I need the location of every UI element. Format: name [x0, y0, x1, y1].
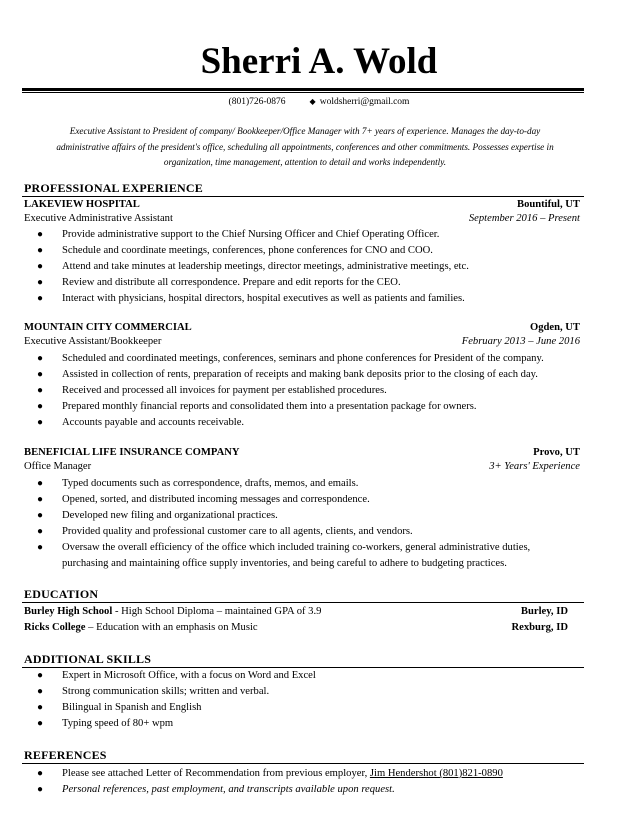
list-item: ● Accounts payable and accounts receivable.: [24, 415, 584, 431]
email-address[interactable]: woldsherri@gmail.com: [319, 97, 410, 107]
list-item: ● Oversaw the overall efficiency of the office which included training co-workers, general administrative duties,: [24, 540, 584, 556]
company-name: LAKEVIEW HOSPITAL: [24, 199, 140, 210]
skills-list: [24, 668, 584, 732]
list-item: ● Interact with physicians, hospital directors, hospital executives as well as patients and families.: [24, 291, 584, 307]
candidate-name: Sherri A. Wold: [200, 41, 438, 82]
list-item: ● Scheduled and coordinated meetings, conferences, seminars and phone conferences for President of the company.: [24, 351, 584, 367]
list-item: ● Attend and take minutes at leadership meetings, director meetings, administrative meetings, etc.: [24, 259, 584, 275]
list-item: ● Typed documents such as correspondence, drafts, memos, and emails.: [24, 476, 584, 492]
list-item: ● Personal references, past employment, and transcripts available upon request.: [24, 782, 584, 798]
school-location: Rexburg, ID: [511, 622, 568, 633]
section-divider: [22, 763, 584, 764]
bullet-icon: ●: [37, 353, 44, 364]
bullet-icon: ●: [37, 702, 44, 713]
job-role: Office Manager: [24, 461, 92, 472]
header-rule: [22, 88, 584, 91]
list-item: ● Review and distribute all correspondence. Prepare and edit reports for the CEO.: [24, 275, 584, 291]
list-item: ● Developed new filing and organizational practices.: [24, 508, 584, 524]
list-item: ● Expert in Microsoft Office, with a focus on Word and Excel: [24, 668, 584, 684]
job-bullets: [24, 476, 584, 572]
job-location: Bountiful, UT: [517, 199, 580, 210]
list-item: ● Schedule and coordinate meetings, conferences, phone conferences for CNO and COO.: [24, 243, 584, 259]
skills-heading: ADDITIONAL SKILLS: [24, 652, 152, 666]
summary-line: organization, time management, attention to detail and works independently.: [163, 157, 447, 167]
list-item: ● Please see attached Letter of Recommendation from previous employer, Jim Hendershot (801)821-0890: [24, 766, 584, 782]
bullet-icon: ●: [37, 277, 44, 288]
header-rule-thin: [22, 92, 584, 93]
diamond-bullet-icon: ◆: [309, 97, 316, 106]
summary-line: administrative affairs of the president's office, scheduling all appointments, conferences and other commitments. Possesses expertise in: [56, 141, 554, 152]
school-name: Ricks College: [24, 622, 86, 633]
job-dates: September 2016 – Present: [468, 213, 580, 224]
bullet-icon: ●: [37, 478, 44, 489]
job-bullets: [24, 227, 584, 307]
bullet-icon: ●: [37, 718, 44, 729]
list-item: ● Opened, sorted, and distributed incoming messages and correspondence.: [24, 492, 584, 508]
bullet-icon: ●: [37, 385, 44, 396]
references-heading: REFERENCES: [24, 748, 107, 762]
section-divider: [22, 196, 584, 197]
list-item: ● Received and processed all invoices for payment per established procedures.: [24, 383, 584, 399]
bullet-icon: ●: [37, 401, 44, 412]
list-item: ● Provided quality and professional customer care to all agents, clients, and vendors.: [24, 524, 584, 540]
list-item: ● Prepared monthly financial reports and consolidated them into a presentation package for owners.: [24, 399, 584, 415]
school-name: Burley High School: [24, 606, 113, 617]
list-item: ● Strong communication skills; written and verbal.: [24, 684, 584, 700]
education-heading: EDUCATION: [24, 587, 99, 601]
reference-contact-link[interactable]: Jim Hendershot (801)821-0890: [369, 768, 503, 779]
bullet-icon: ●: [37, 417, 44, 428]
section-divider: [22, 602, 584, 603]
bullet-icon: ●: [37, 229, 44, 240]
list-item: ● Typing speed of 80+ wpm: [24, 716, 584, 732]
bullet-icon: ●: [37, 245, 44, 256]
bullet-icon: ●: [37, 369, 44, 380]
references-list: [24, 766, 584, 798]
education-detail: - High School Diploma – maintained GPA of 3.9: [112, 606, 322, 617]
bullet-icon: ●: [37, 686, 44, 697]
company-name: BENEFICIAL LIFE INSURANCE COMPANY: [24, 447, 240, 458]
bullet-icon: ●: [37, 670, 44, 681]
bullet-icon: ●: [37, 510, 44, 521]
contact-line: [0, 96, 638, 108]
phone-number: (801)726-0876: [228, 97, 286, 107]
job-role: Executive Administrative Assistant: [24, 213, 173, 224]
job-dates: February 2013 – June 2016: [461, 336, 580, 347]
bullet-icon: ●: [37, 261, 44, 272]
bullet-icon: ●: [37, 293, 44, 304]
job-bullets: [24, 351, 584, 431]
job-location: Ogden, UT: [529, 322, 580, 333]
experience-heading: PROFESSIONAL EXPERIENCE: [24, 181, 203, 195]
summary-line: Executive Assistant to President of company/ Bookkeeper/Office Manager with 7+ years of experience. Manages the day-to-day: [69, 126, 541, 136]
list-item: ● Assisted in collection of rents, preparation of receipts and making bank deposits prior to the closing of each day.: [24, 367, 584, 383]
list-item: ● Bilingual in Spanish and English: [24, 700, 584, 716]
bullet-icon: ●: [37, 526, 44, 537]
list-item-continuation: purchasing and maintaining office supply inventories, and being careful to adhere to budgeting practices.: [62, 558, 507, 569]
bullet-icon: ●: [37, 768, 44, 779]
school-location: Burley, ID: [520, 606, 568, 617]
job-location: Provo, UT: [533, 447, 580, 458]
job-dates: 3+ Years' Experience: [489, 461, 580, 472]
summary: [24, 124, 586, 171]
education-detail: – Education with an emphasis on Music: [85, 622, 258, 633]
bullet-icon: ●: [37, 494, 44, 505]
list-item: ● Provide administrative support to the Chief Nursing Officer and Chief Operating Officer.: [24, 227, 584, 243]
bullet-icon: ●: [37, 784, 44, 795]
company-name: MOUNTAIN CITY COMMERCIAL: [24, 322, 192, 333]
job-role: Executive Assistant/Bookkeeper: [24, 336, 162, 347]
bullet-icon: ●: [37, 542, 44, 553]
